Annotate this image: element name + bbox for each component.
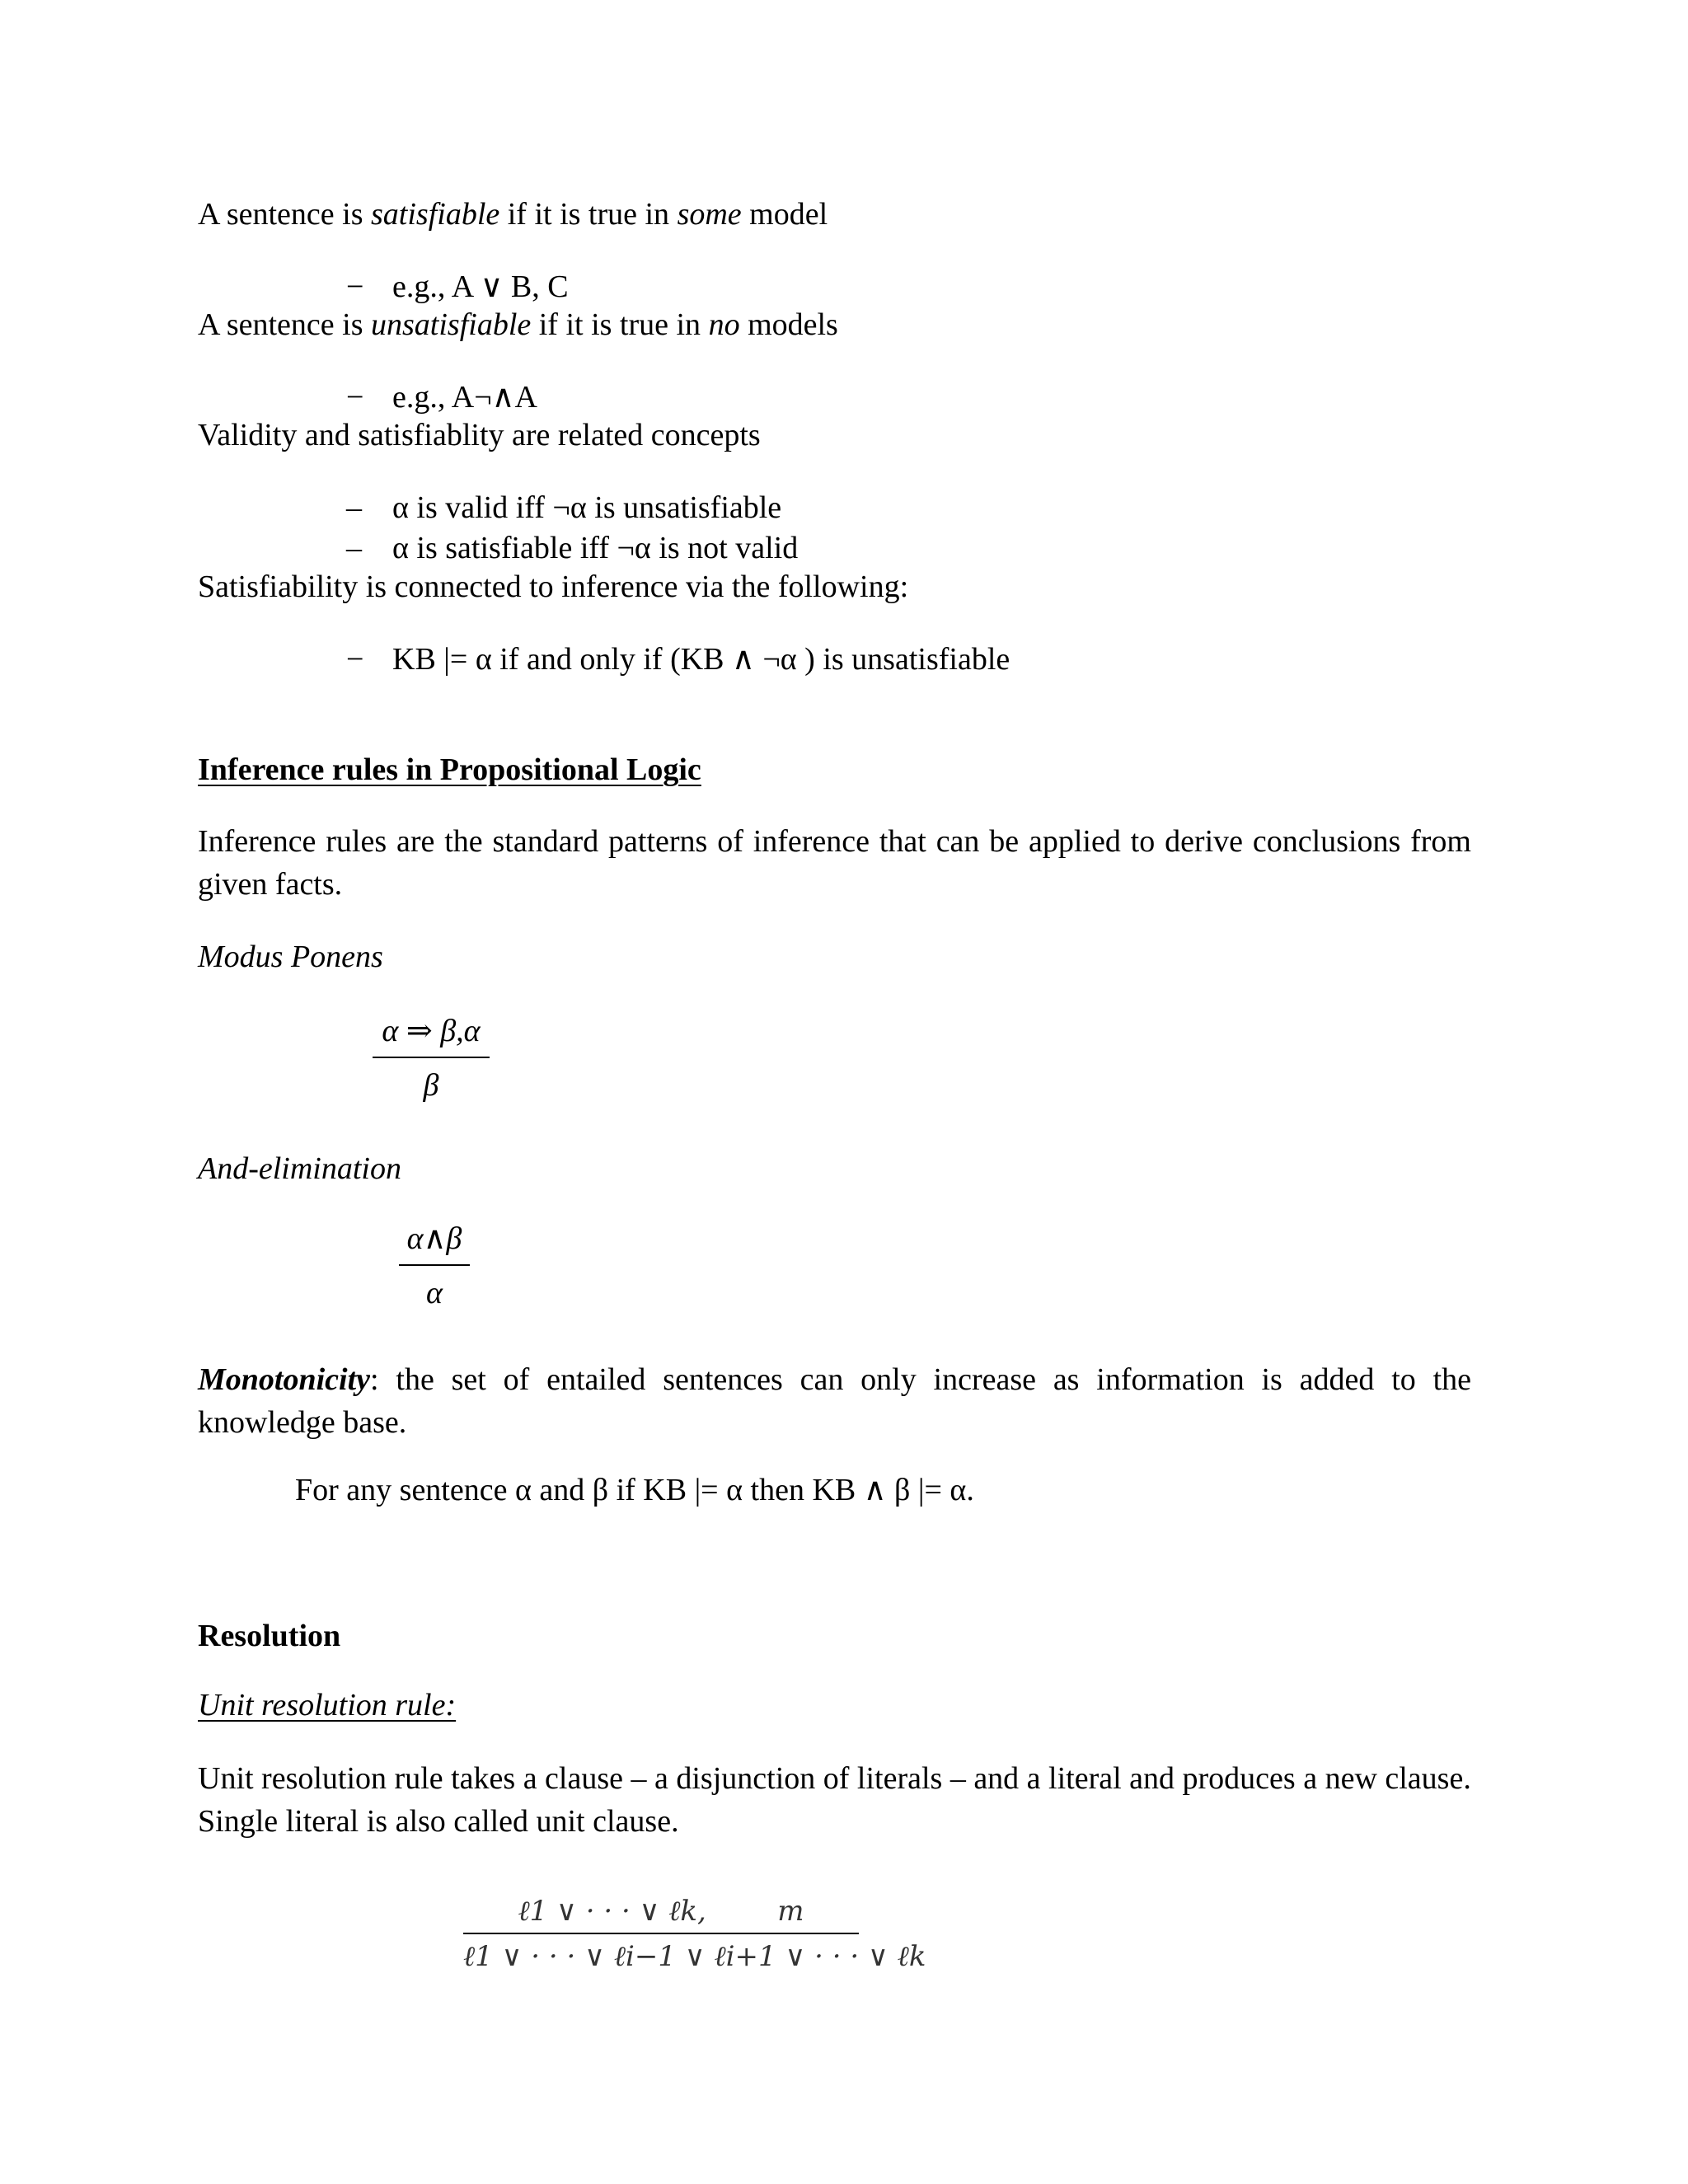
modus-ponens-label: Modus Ponens [198, 940, 383, 974]
fraction-bar [373, 1057, 490, 1058]
bullet-dash: – [346, 490, 362, 525]
satisfiable-example-bullet [346, 268, 569, 307]
unsatisfiable-example-bullet [346, 378, 537, 418]
inference-link-bullet [346, 640, 1010, 680]
unsatisfiable-emph: no [708, 307, 740, 342]
bullet-dash: − [346, 380, 364, 415]
modus-ponens-denominator: β [423, 1067, 439, 1103]
satisfiable-prefix: A sentence is [198, 197, 372, 232]
monotonicity-term: Monotonicity [198, 1362, 371, 1397]
unit-resolution-subheading: Unit resolution rule: [198, 1688, 457, 1722]
unit-resolution-formula [463, 1894, 926, 1974]
validity-bullet-1 [346, 489, 781, 528]
monotonicity-paragraph [198, 1358, 1471, 1444]
unsatisfiable-prefix: A sentence is [198, 307, 372, 342]
satisfiable-example: e.g., A ∨ B, C [392, 269, 569, 304]
monotonicity-example: For any sentence α and β if KB |= α then KB ∧ β |= α. [295, 1473, 974, 1507]
unsatisfiable-definition [198, 306, 838, 345]
unit-resolution-text: Unit resolution rule takes a clause – a disjunction of literals – and a literal and produces a new clause. Single literal is also called unit clause. [198, 1761, 1471, 1839]
inference-link-text: Satisfiability is connected to inference via the following: [198, 569, 909, 604]
unsatisfiable-term: unsatisfiable [371, 307, 532, 342]
inference-rules-intro: Inference rules are the standard patterns of inference that can be applied to derive conclusions from given facts. [198, 824, 1471, 902]
satisfiable-mid: if it is true in [499, 197, 678, 232]
and-elimination-fraction [399, 1220, 470, 1313]
bullet-dash: – [346, 531, 362, 565]
modus-ponens-numerator: α ⇒ β,α [382, 1014, 481, 1048]
and-elimination-numerator: α∧β [406, 1221, 462, 1256]
validity-text: Validity and satisfiablity are related concepts [198, 418, 761, 452]
resolution-heading: Resolution [198, 1619, 341, 1653]
inference-rules-heading: Inference rules in Propositional Logic [198, 752, 701, 787]
and-elimination-label: And-elimination [198, 1151, 401, 1186]
validity-bullet-text: α is valid iff ¬α is unsatisfiable [392, 490, 782, 525]
fraction-bar [463, 1933, 859, 1934]
inference-link-formula: KB |= α if and only if (KB ∧ ¬α ) is unsatisfiable [392, 642, 1010, 677]
fraction-bar [399, 1264, 470, 1266]
satisfiable-term: satisfiable [371, 197, 500, 232]
modus-ponens-fraction [373, 1012, 490, 1105]
validity-bullet-2 [346, 529, 798, 569]
unit-resolution-numerator: ℓ1 ∨ · · · ∨ ℓk, m [518, 1895, 804, 1928]
unsatisfiable-mid: if it is true in [531, 307, 709, 342]
satisfiable-suffix: model [741, 197, 828, 232]
bullet-dash: − [346, 642, 364, 677]
satisfiable-definition [198, 195, 828, 235]
validity-bullet-text: α is satisfiable iff ¬α is not valid [392, 531, 799, 565]
bullet-dash: − [346, 269, 364, 304]
satisfiable-emph: some [677, 197, 742, 232]
unsatisfiable-example: e.g., A¬∧A [392, 380, 537, 415]
unit-resolution-denominator: ℓ1 ∨ · · · ∨ ℓi−1 ∨ ℓi+1 ∨ · · · ∨ ℓk [463, 1939, 926, 1973]
and-elimination-denominator: α [426, 1275, 443, 1310]
unsatisfiable-suffix: models [739, 307, 838, 342]
monotonicity-text: : the set of entailed sentences can only increase as information is added to the knowledge base. [198, 1362, 1471, 1440]
